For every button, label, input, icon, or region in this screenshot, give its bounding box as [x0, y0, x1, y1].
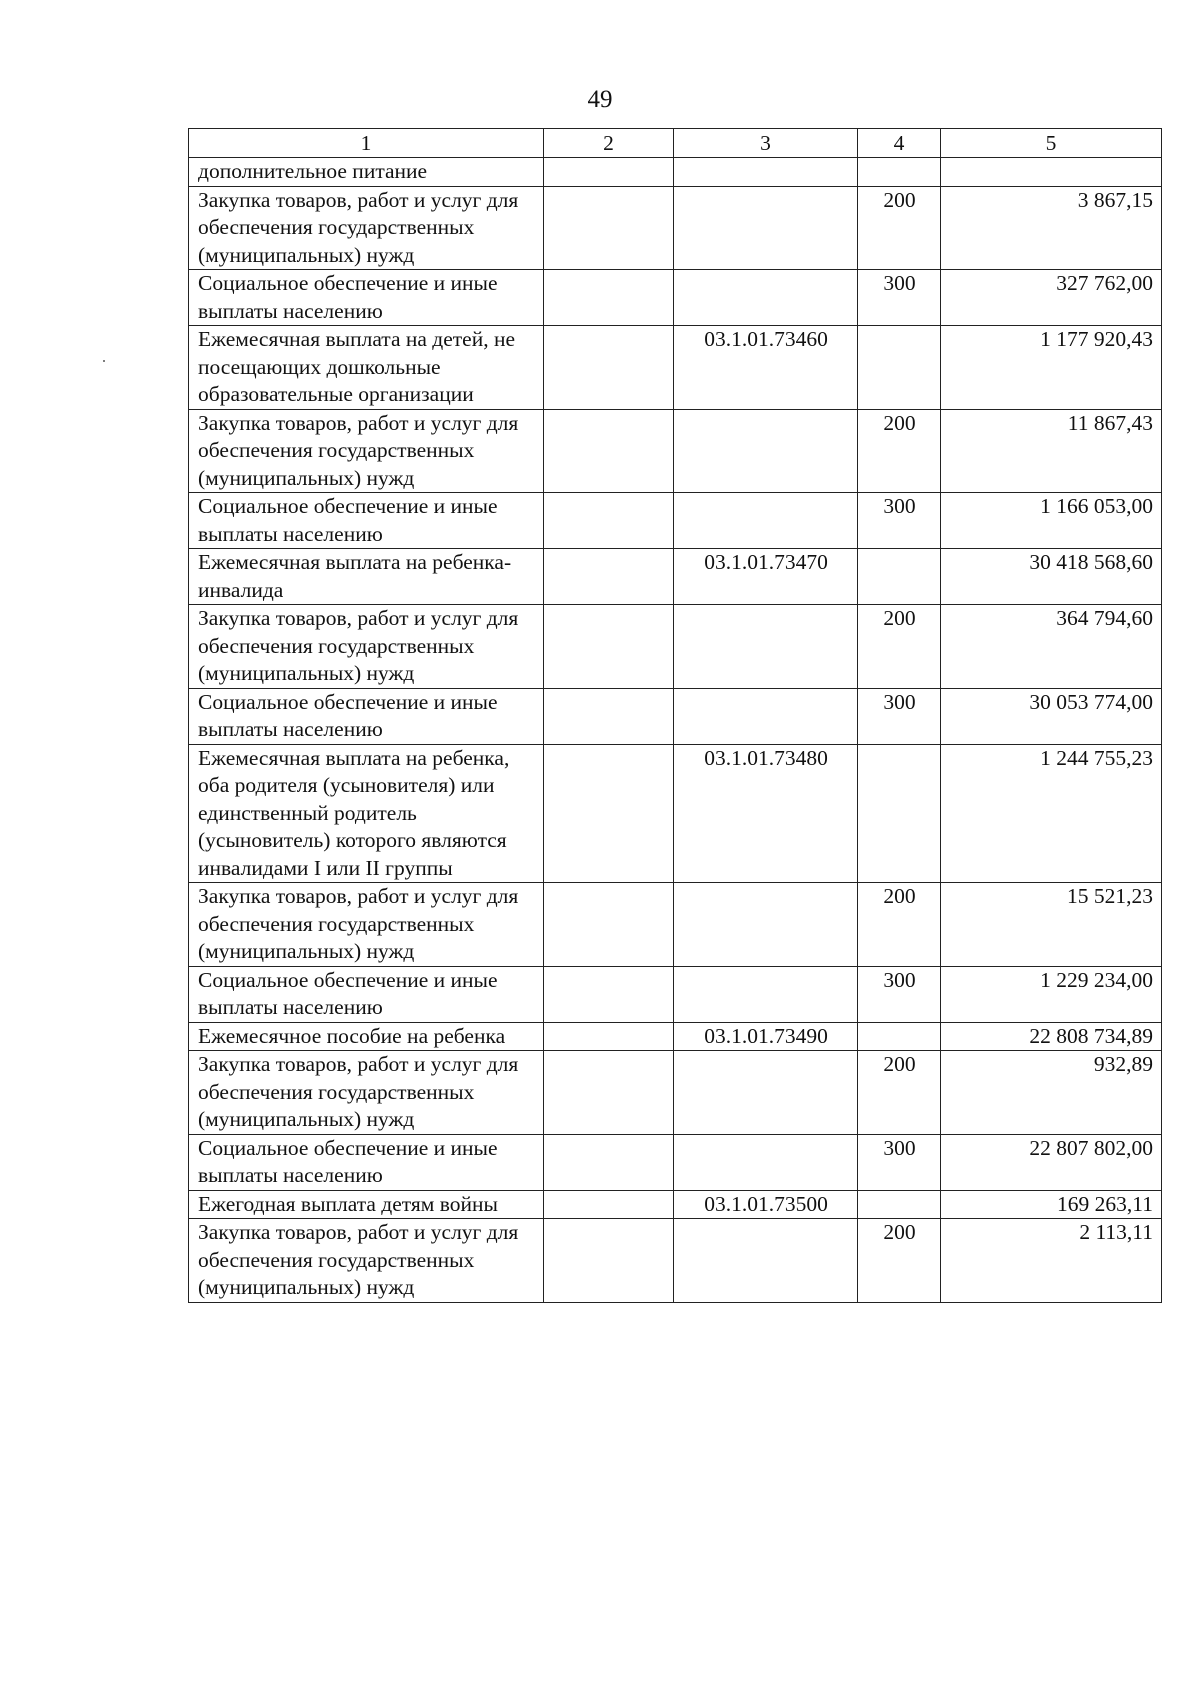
target-code-cell	[674, 270, 858, 326]
expense-name-cell: Закупка товаров, работ и услуг для обеспечения государственных (муниципальных) нужд	[189, 409, 544, 493]
target-code-cell	[674, 883, 858, 967]
budget-table	[188, 128, 1162, 1303]
target-code-cell	[674, 1051, 858, 1135]
expense-group-cell: 200	[858, 883, 941, 967]
table-row	[189, 966, 1162, 1022]
target-code-cell	[674, 1219, 858, 1303]
column-2-cell	[544, 1051, 674, 1135]
expense-name-cell: Закупка товаров, работ и услуг для обеспечения государственных (муниципальных) нужд	[189, 883, 544, 967]
target-code-cell: 03.1.01.73460	[674, 326, 858, 410]
expense-name-cell: Ежемесячное пособие на ребенка	[189, 1022, 544, 1051]
amount-cell: 2 113,11	[941, 1219, 1162, 1303]
expense-name-cell: Социальное обеспечение и иные выплаты населению	[189, 966, 544, 1022]
expense-group-cell: 300	[858, 1134, 941, 1190]
column-2-cell	[544, 605, 674, 689]
expense-group-cell: 300	[858, 270, 941, 326]
expense-name-cell: Социальное обеспечение и иные выплаты населению	[189, 1134, 544, 1190]
column-2-cell	[544, 186, 674, 270]
table-body	[189, 158, 1162, 1303]
column-2-cell	[544, 1190, 674, 1219]
expense-name-cell: Закупка товаров, работ и услуг для обеспечения государственных (муниципальных) нужд	[189, 186, 544, 270]
target-code-cell	[674, 966, 858, 1022]
column-2-cell	[544, 744, 674, 883]
expense-name-cell: Ежемесячная выплата на ребенка-инвалида	[189, 549, 544, 605]
target-code-cell	[674, 186, 858, 270]
expense-group-cell: 200	[858, 1219, 941, 1303]
table-row	[189, 1022, 1162, 1051]
amount-cell: 1 229 234,00	[941, 966, 1162, 1022]
target-code-cell	[674, 493, 858, 549]
column-header: 3	[674, 129, 858, 158]
expense-name-cell: Закупка товаров, работ и услуг для обеспечения государственных (муниципальных) нужд	[189, 605, 544, 689]
column-header: 2	[544, 129, 674, 158]
expense-group-cell	[858, 1190, 941, 1219]
amount-cell: 3 867,15	[941, 186, 1162, 270]
column-2-cell	[544, 1219, 674, 1303]
amount-cell	[941, 158, 1162, 187]
expense-name-cell: Ежемесячная выплата на ребенка, оба родителя (усыновителя) или единственный родитель (усыновитель) которого являются инвалидами I или II группы	[189, 744, 544, 883]
table-row	[189, 744, 1162, 883]
amount-cell: 364 794,60	[941, 605, 1162, 689]
amount-cell: 22 807 802,00	[941, 1134, 1162, 1190]
column-header: 1	[189, 129, 544, 158]
amount-cell: 15 521,23	[941, 883, 1162, 967]
target-code-cell: 03.1.01.73490	[674, 1022, 858, 1051]
column-2-cell	[544, 326, 674, 410]
expense-group-cell: 200	[858, 1051, 941, 1135]
table-row	[189, 1190, 1162, 1219]
expense-group-cell	[858, 744, 941, 883]
table-row	[189, 270, 1162, 326]
amount-cell: 11 867,43	[941, 409, 1162, 493]
table-row	[189, 549, 1162, 605]
column-2-cell	[544, 1022, 674, 1051]
expense-name-cell: Ежемесячная выплата на детей, не посещающих дошкольные образовательные организации	[189, 326, 544, 410]
table-row	[189, 1051, 1162, 1135]
table-row	[189, 1134, 1162, 1190]
column-2-cell	[544, 549, 674, 605]
amount-cell: 327 762,00	[941, 270, 1162, 326]
target-code-cell	[674, 688, 858, 744]
expense-group-cell	[858, 326, 941, 410]
target-code-cell	[674, 158, 858, 187]
table-row	[189, 186, 1162, 270]
expense-name-cell: Закупка товаров, работ и услуг для обеспечения государственных (муниципальных) нужд	[189, 1219, 544, 1303]
expense-group-cell	[858, 158, 941, 187]
column-number-row	[189, 129, 1162, 158]
expense-name-cell: дополнительное питание	[189, 158, 544, 187]
column-2-cell	[544, 270, 674, 326]
column-2-cell	[544, 688, 674, 744]
expense-group-cell: 200	[858, 409, 941, 493]
table-row	[189, 409, 1162, 493]
expense-group-cell: 200	[858, 605, 941, 689]
column-header: 4	[858, 129, 941, 158]
column-2-cell	[544, 1134, 674, 1190]
column-2-cell	[544, 883, 674, 967]
target-code-cell: 03.1.01.73500	[674, 1190, 858, 1219]
table-row	[189, 883, 1162, 967]
amount-cell: 1 166 053,00	[941, 493, 1162, 549]
expense-group-cell: 300	[858, 493, 941, 549]
expense-group-cell: 300	[858, 966, 941, 1022]
amount-cell: 1 177 920,43	[941, 326, 1162, 410]
amount-cell: 169 263,11	[941, 1190, 1162, 1219]
amount-cell: 932,89	[941, 1051, 1162, 1135]
column-2-cell	[544, 158, 674, 187]
expense-name-cell: Социальное обеспечение и иные выплаты населению	[189, 493, 544, 549]
amount-cell: 22 808 734,89	[941, 1022, 1162, 1051]
target-code-cell: 03.1.01.73480	[674, 744, 858, 883]
expense-group-cell	[858, 549, 941, 605]
target-code-cell	[674, 409, 858, 493]
column-2-cell	[544, 966, 674, 1022]
column-header: 5	[941, 129, 1162, 158]
table-row	[189, 158, 1162, 187]
expense-name-cell: Закупка товаров, работ и услуг для обеспечения государственных (муниципальных) нужд	[189, 1051, 544, 1135]
table-row	[189, 688, 1162, 744]
target-code-cell: 03.1.01.73470	[674, 549, 858, 605]
expense-group-cell: 300	[858, 688, 941, 744]
expense-name-cell: Ежегодная выплата детям войны	[189, 1190, 544, 1219]
expense-group-cell: 200	[858, 186, 941, 270]
amount-cell: 1 244 755,23	[941, 744, 1162, 883]
table-row	[189, 326, 1162, 410]
scan-speck	[103, 360, 105, 362]
amount-cell: 30 053 774,00	[941, 688, 1162, 744]
target-code-cell	[674, 1134, 858, 1190]
table-row	[189, 493, 1162, 549]
amount-cell: 30 418 568,60	[941, 549, 1162, 605]
column-2-cell	[544, 493, 674, 549]
expense-name-cell: Социальное обеспечение и иные выплаты населению	[189, 688, 544, 744]
table-row	[189, 605, 1162, 689]
expense-name-cell: Социальное обеспечение и иные выплаты населению	[189, 270, 544, 326]
column-2-cell	[544, 409, 674, 493]
table-row	[189, 1219, 1162, 1303]
page-number: 49	[587, 86, 613, 113]
target-code-cell	[674, 605, 858, 689]
expense-group-cell	[858, 1022, 941, 1051]
